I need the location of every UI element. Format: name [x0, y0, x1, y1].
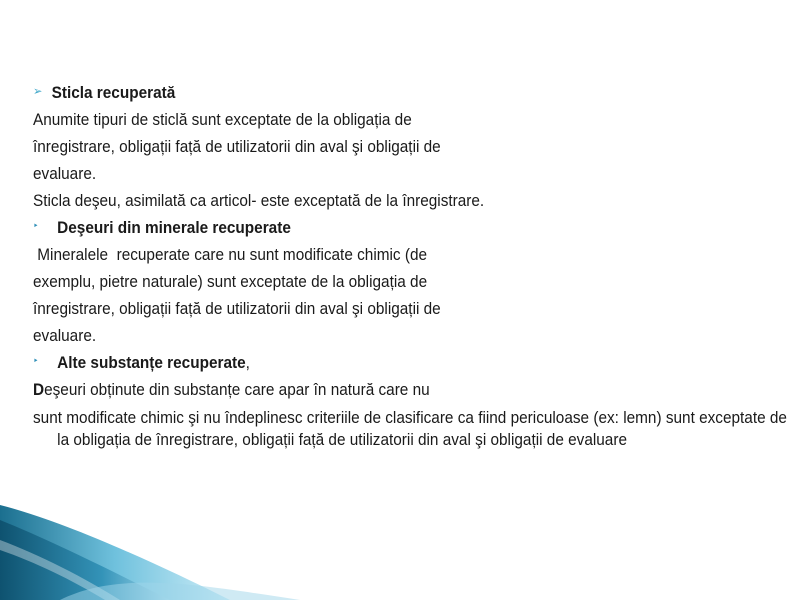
heading-text: Sticla recuperată — [51, 84, 176, 102]
paragraph-line: exemplu, pietre naturale) sunt exceptate de la obligația de — [33, 273, 428, 291]
arrow-bullet-icon: ➢ — [33, 84, 43, 99]
heading-text: Deşeuri din minerale recuperate — [57, 219, 291, 237]
paragraph-line: înregistrare, obligații față de utilizatorii din aval şi obligații de — [33, 138, 441, 156]
paragraph-wrapped: sunt modificate chimic şi nu îndeplinesc criteriile de clasificare ca fiind periculoase (ex: lemn) sunt exceptate de la obligația de înregistrare, obligații față de utilizatorii din aval şi obligații de evaluare — [33, 409, 787, 449]
slide-content — [33, 80, 787, 451]
section-heading-alte — [33, 350, 731, 377]
paragraph-line: Sticla deşeu, asimilată ca articol- este exceptată de la înregistrare. — [33, 192, 485, 210]
heading-text: Alte substanțe recuperate — [57, 354, 246, 372]
paragraph-line — [33, 377, 731, 404]
bold-initial: D — [33, 381, 45, 399]
paragraph-line: Mineralele recuperate care nu sunt modificate chimic (de — [33, 246, 428, 264]
paragraph-line: Anumite tipuri de sticlă sunt exceptate de la obligația de — [33, 111, 412, 129]
paragraph-text: eşeuri obținute din substanțe care apar în natură care nu — [44, 381, 430, 399]
paragraph-line: înregistrare, obligații față de utilizatorii din aval şi obligații de — [33, 300, 441, 318]
triangle-bullet-icon: ‣ — [33, 356, 39, 368]
triangle-bullet-icon: ‣ — [33, 221, 39, 233]
paragraph-line: evaluare. — [33, 165, 97, 183]
paragraph-line: evaluare. — [33, 327, 97, 345]
heading-suffix: , — [245, 354, 250, 372]
section-heading-minerale — [33, 215, 731, 242]
section-heading-sticla — [33, 80, 731, 107]
